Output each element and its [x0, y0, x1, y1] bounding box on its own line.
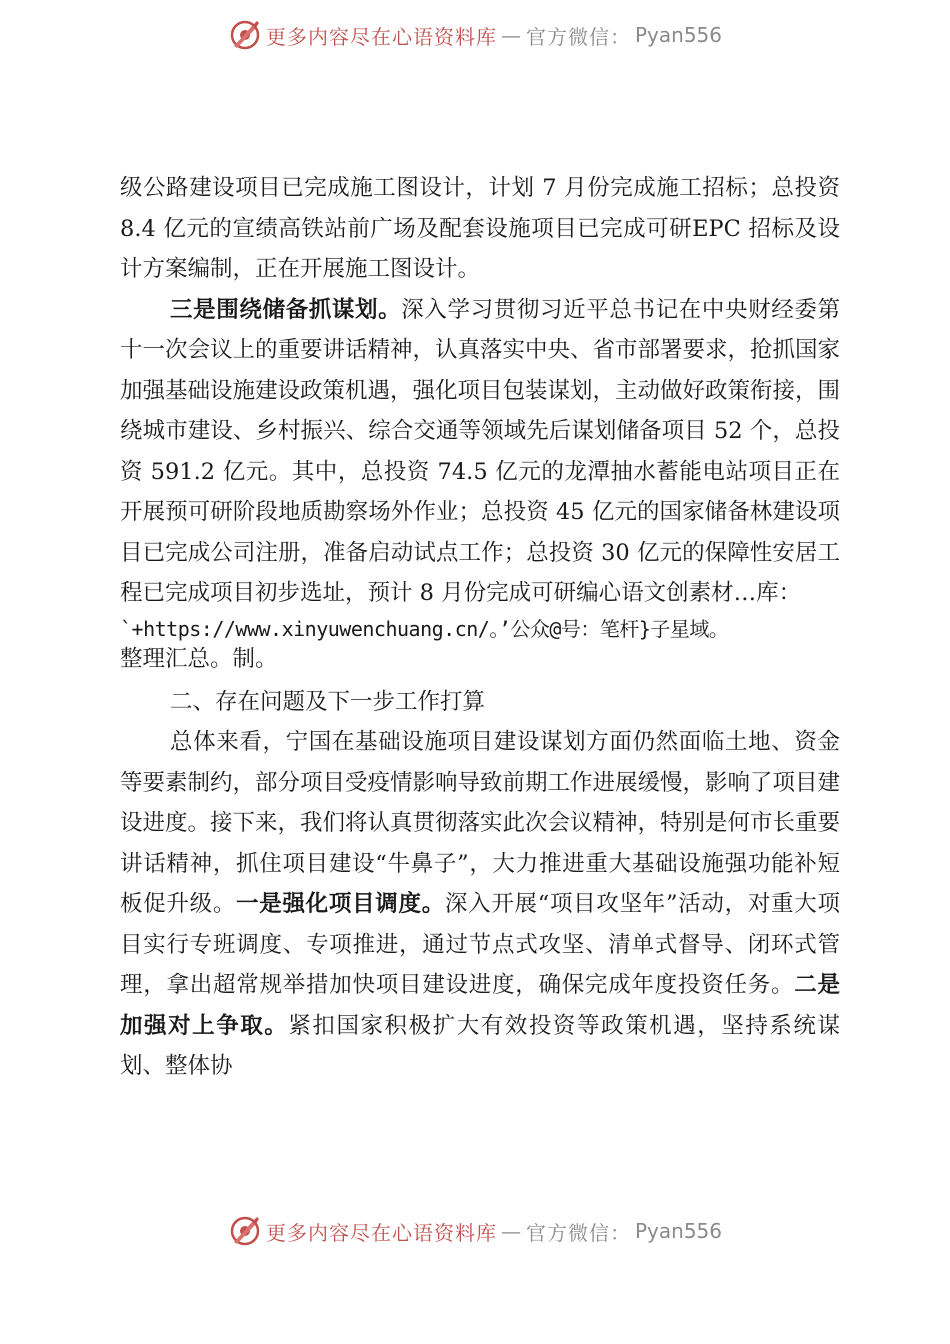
document-body [120, 168, 840, 1087]
paragraph-3-body-2: 深入开展“项目攻坚年”活动，对重大项目实行专班调度、专项推进，通过节点式攻坚、清单式督导、闭环式管理，拿出超常规举措加快项目建设进度，确保完成年度投资任务。 [120, 891, 840, 998]
watermark-label: 官方微信： [525, 24, 631, 49]
watermark-label: 官方微信： [525, 1220, 631, 1245]
watermark-wechat-id: Pyan556 [634, 23, 722, 47]
paragraph-2-tail: 整理汇总。制。 [120, 645, 278, 672]
paragraph-2-body: 深入学习贯彻习近平总书记在中央财经委第十一次会议上的重要讲话精神，认真落实中央、省市部署要求，抢抓国家加强基础设施建设政策机遇，强化项目包装谋划，主动做好政策衔接，围绕城市建设、乡村振兴、综合交通等领域先后谋划储备项目 52 个，总投资 591.2 亿元。其中，总投资 74.5 亿元的龙潭抽水蓄能电站项目正在开展预可研阶段地质勘察场外作业；总投资 45 亿元的国家储备林建设项目已完成公司注册，准备启动试点工作；总投资 30 亿元的保障性安居工程已完成项目初步选址，预计 8 月份完成可研编心语文创素材…库： [120, 296, 841, 606]
header-watermark [0, 18, 950, 52]
paragraph-2 [120, 290, 840, 614]
section-heading: 二、存在问题及下一步工作打算 [170, 688, 486, 715]
watermark-text: 更多内容尽在心语资料库 [265, 24, 497, 49]
paragraph-3-body-3: 紧扣国家积极扩大有效投资等政策机遇，坚持系统谋划、整体协 [120, 1012, 840, 1079]
watermark-separator: — [500, 23, 522, 47]
paragraph-3-lead-2: 一是强化项目调度。 [236, 891, 445, 917]
paragraph-1: 级公路建设项目已完成施工图设计，计划 7 月份完成施工招标；总投资 8.4 亿元的宣绩高铁站前广场及配套设施项目已完成可研EPC 招标及设计方案编制，正在开展施工图设计。 [120, 175, 840, 282]
footer-watermark [0, 1214, 950, 1248]
watermark-wechat-id: Pyan556 [634, 1219, 722, 1243]
brush-logo-icon [228, 18, 262, 52]
watermark-text: 更多内容尽在心语资料库 [265, 1220, 497, 1245]
paragraph-3-body: 总体来看，宁国在基础设施项目建设谋划方面仍然面临土地、资金等要素制约，部分项目受疫情影响导致前期工作进展缓慢，影响了项目建设进度。接下来，我们将认真贯彻落实此次会议精神，特别是何市长重要讲话精神，抓住项目建设“牛鼻子”，大力推进重大基础设施强功能补短板促升级。 [120, 729, 841, 917]
watermark-separator: — [500, 1219, 522, 1243]
paragraph-2-url-line: `+https://www.xinyuwenchuang.cn/。’公众@号：笔杆}子星域。 [120, 616, 729, 641]
paragraph-3 [120, 722, 840, 1087]
paragraph-2-lead: 三是围绕储备抓谋划。 [170, 296, 402, 323]
brush-logo-icon [228, 1214, 262, 1248]
paragraph-3-lead-3: 二是加强对上争取。 [120, 972, 840, 1039]
